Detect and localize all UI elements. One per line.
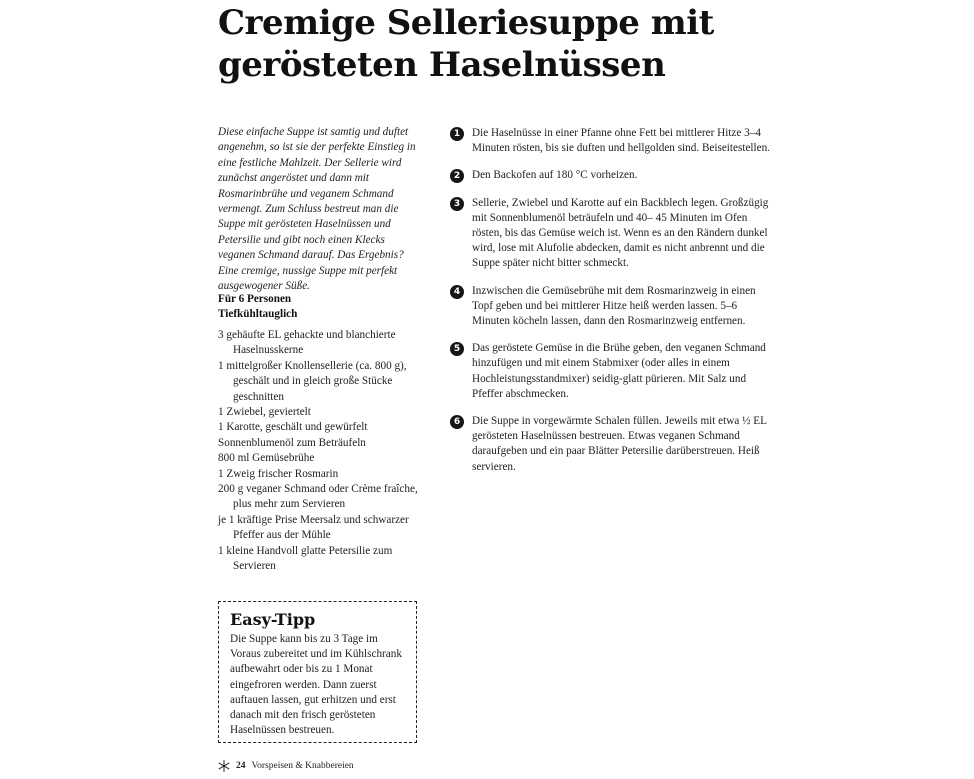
recipe-title [218, 2, 938, 86]
step-number-badge: 5 [450, 342, 464, 356]
step-text: Das geröstete Gemüse in die Brühe geben, den veganen Schmand hinzufügen und mit einem Stabmixer (oder alles in einem Hochleistungsstandmixer) seidig-glatt pürieren. Mit Salz und Pfeffer abschmecken. [472, 342, 766, 400]
tip-title: Easy-Tipp [230, 610, 316, 629]
ingredient-list [218, 328, 423, 575]
section-name: Vorspeisen & Knabbereien [251, 761, 354, 771]
ingredient-item: Sonnenblumenöl zum Beträufeln [218, 436, 366, 449]
step-number-badge: 4 [450, 285, 464, 299]
step-text: Inzwischen die Gemüsebrühe mit dem Rosmarinzweig in einen Topf geben und bei mittlerer Hitze heiß werden lassen. 5–6 Minuten köcheln lassen, dann den Rosmarinzweig entfernen. [472, 284, 756, 328]
step-5 [450, 341, 772, 402]
step-text: Den Backofen auf 180 °C vorheizen. [472, 169, 638, 182]
step-number-badge: 1 [450, 127, 464, 141]
easy-tip-box [218, 601, 417, 743]
step-text: Sellerie, Zwiebel und Karotte auf ein Backblech legen. Großzügig mit Sonnenblumenöl beträufeln und 40– 45 Minuten im Ofen rösten, bis das Gemüse weich ist. Wenn es an den Rändern dunkel wird, lose mit Alufolie abdecken, damit es nicht anbrennt und die Suppe später nicht bitter schmeckt. [472, 196, 769, 270]
title-line-1: Cremige Selleriesuppe mit [218, 3, 714, 43]
title-line-2: gerösteten Haselnüssen [218, 45, 666, 85]
instruction-steps [450, 126, 772, 487]
ingredient-item: 1 Karotte, geschält und gewürfelt [218, 421, 368, 434]
ingredient-item: 1 Zweig frischer Rosmarin [218, 467, 339, 480]
freezable-label: Tiefkühltauglich [218, 307, 298, 320]
step-text: Die Suppe in vorgewärmte Schalen füllen. Jeweils mit etwa ½ EL gerösteten Haselnüssen bestreuen. Etwas veganen Schmand daraufgeben und ein paar Blätter Petersilie darüberstreuen. Heiß servieren. [472, 415, 767, 473]
intro-text: Diese einfache Suppe ist samtig und duftet angenehm, so ist sie der perfekte Einstieg in eine festliche Mahlzeit. Der Sellerie wird zunächst angeröstet und dann mit Rosmarinbrühe und veganem Schmand vermengt. Zum Schluss bestreut man die Suppe mit gerösteten Haselnüssen und Petersilie und gibt noch einen Klecks veganen Schmand darauf. Das Ergebnis? Eine cremige, nussige Suppe mit perfekt ausgewogener Süße. [218, 126, 416, 293]
step-6 [450, 414, 772, 475]
yield-block [218, 292, 423, 321]
step-1 [450, 126, 772, 156]
step-number-badge: 2 [450, 169, 464, 183]
tip-text: Die Suppe kann bis zu 3 Tage im Voraus zubereitet und im Kühlschrank aufbewahrt oder bis zu 1 Monat eingefroren werden. Dann zuerst auftauen lassen, gut erhitzen und erst danach mit den frisch gerösteten Haselnüssen bestreuen. [230, 633, 402, 737]
ingredient-item: 1 kleine Handvoll glatte Petersilie zum Servieren [218, 544, 393, 573]
ingredient-item: 1 Zwiebel, geviertelt [218, 406, 311, 419]
page-footer [218, 760, 354, 772]
step-3 [450, 196, 772, 272]
ingredient-item: 200 g veganer Schmand oder Crème fraîche, plus mehr zum Servieren [218, 483, 418, 511]
step-text: Die Haselnüsse in einer Pfanne ohne Fett bei mittlerer Hitze 3–4 Minuten rösten, bis sie duften und hellgolden sind. Beiseitestellen. [472, 127, 770, 155]
servings-label: Für 6 Personen [218, 293, 292, 305]
ingredient-item: 1 mittelgroßer Knollensellerie (ca. 800 g), geschält und in gleich große Stücke geschnitten [218, 359, 407, 403]
step-number-badge: 6 [450, 415, 464, 429]
ingredient-item: 3 gehäufte EL gehackte und blanchierte Haselnusskerne [218, 329, 396, 357]
step-2 [450, 168, 772, 183]
page-number: 24 [236, 761, 246, 771]
ingredient-item: 800 ml Gemüsebrühe [218, 452, 315, 465]
step-number-badge: 3 [450, 197, 464, 211]
ingredient-item: je 1 kräftige Prise Meersalz und schwarzer Pfeffer aus der Mühle [218, 513, 409, 542]
snowflake-icon [218, 760, 230, 772]
step-4 [450, 284, 772, 330]
